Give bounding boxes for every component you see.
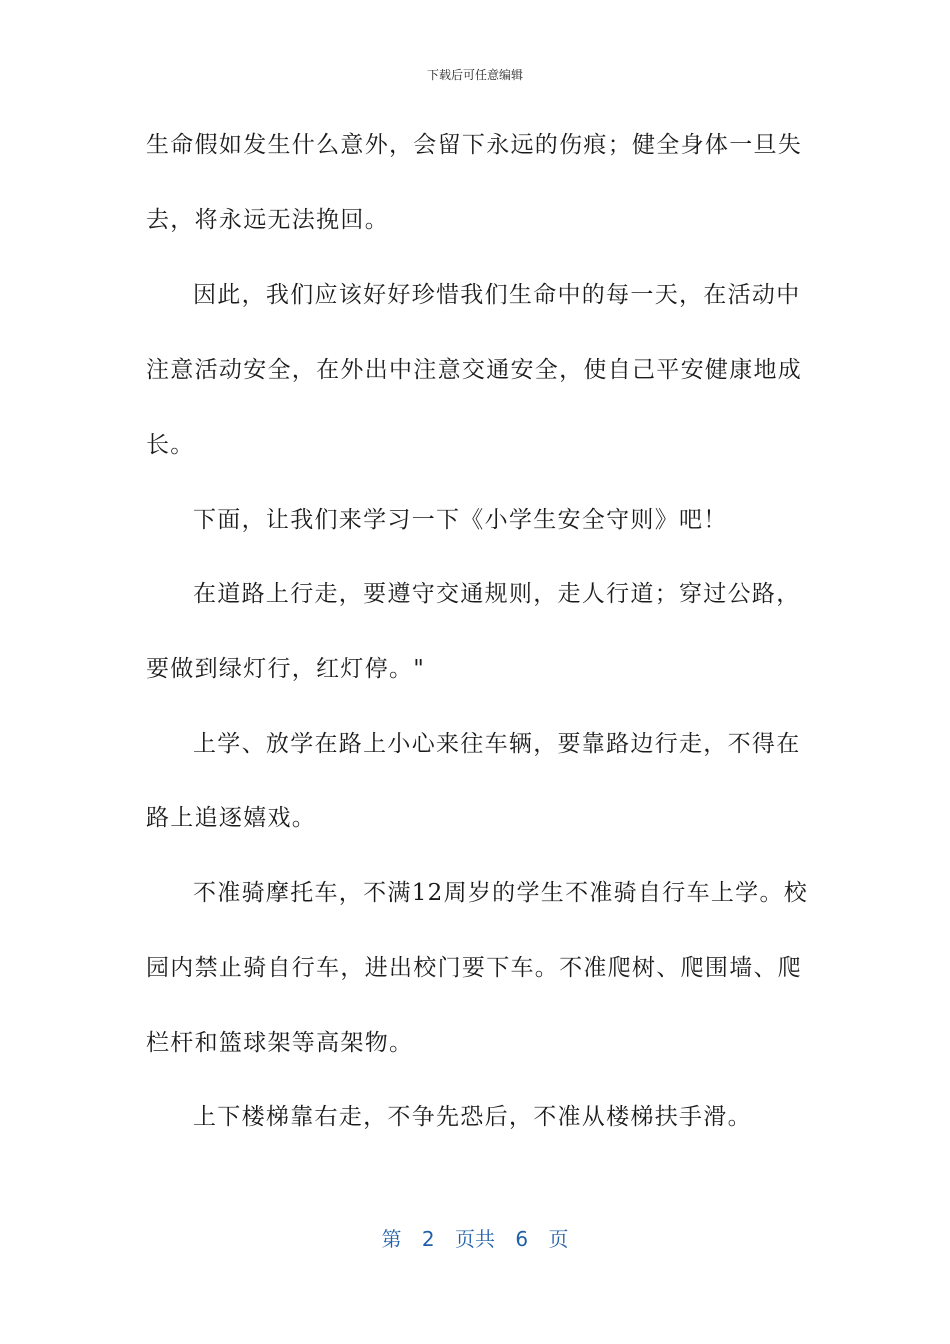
footer-total-pages: 6 [515,1227,529,1251]
footer-suffix: 页 [548,1227,569,1251]
text-line: 长。 [146,432,195,458]
footer-page-number: 2 [421,1227,435,1251]
text-line: 上学、放学在路上小心来往车辆，要靠路边行走，不得在 [193,731,801,757]
text-line: 生命假如发生什么意外，会留下永远的伤痕；健全身体一旦失 [146,132,803,158]
footer-middle: 页共 [455,1227,495,1251]
text-line: 栏杆和篮球架等高架物。 [146,1030,414,1056]
text-line: 下面，让我们来学习一下《小学生安全守则》吧！ [193,507,728,533]
text-line: 要做到绿灯行，红灯停。" [146,656,426,682]
page-header: 下载后可任意编辑 [426,68,523,82]
text-line: 在道路上行走，要遵守交通规则，走人行道；穿过公路， [193,581,801,607]
text-line: 去，将永远无法挽回。 [146,207,389,233]
footer-prefix: 第 [381,1227,402,1251]
text-line: 注意活动安全，在外出中注意交通安全，使自己平安健康地成 [146,357,803,383]
text-line: 不准骑摩托车，不满12周岁的学生不准骑自行车上学。校 [193,880,809,906]
text-line: 园内禁止骑自行车，进出校门要下车。不准爬树、爬围墙、爬 [146,955,803,981]
page-footer [0,1226,950,1252]
text-line: 上下楼梯靠右走，不争先恐后，不准从楼梯扶手滑。 [193,1104,752,1130]
text-line: 因此，我们应该好好珍惜我们生命中的每一天，在活动中 [193,282,801,308]
text-line: 路上追逐嬉戏。 [146,805,317,831]
